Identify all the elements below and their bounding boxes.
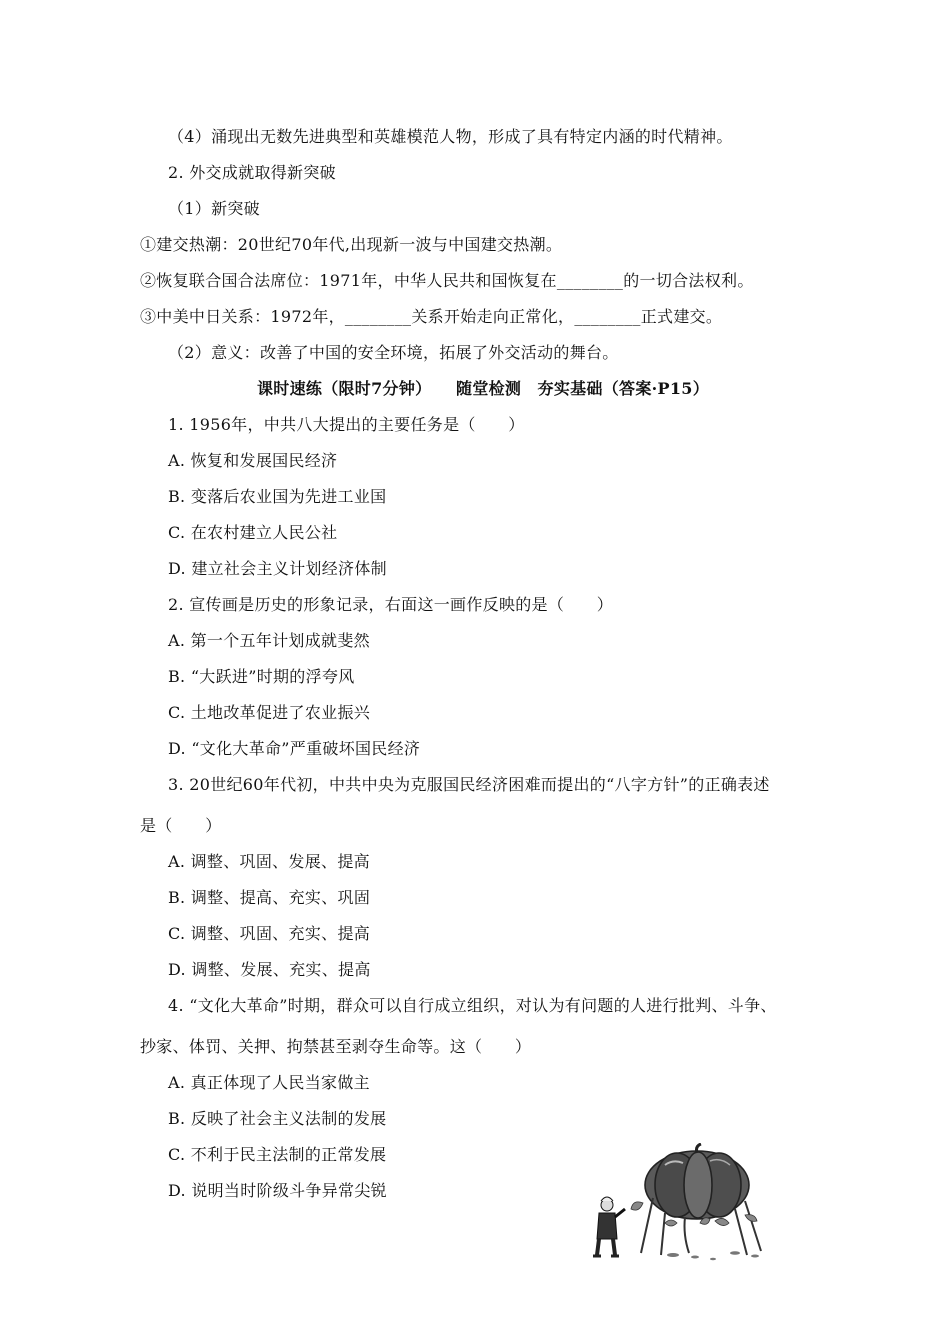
q2-option-c: C. 土地改革促进了农业振兴 <box>168 703 371 722</box>
q2-option-b: B. “大跃进”时期的浮夸风 <box>168 667 355 686</box>
q1-option-d: D. 建立社会主义计划经济体制 <box>168 559 387 578</box>
q3-option-b: B. 调整、提高、充实、巩固 <box>168 888 371 907</box>
section-point-4: （4）涌现出无数先进典型和英雄模范人物，形成了具有特定内涵的时代精神。 <box>168 127 733 146</box>
propaganda-painting-illustration <box>585 1143 770 1263</box>
q4-option-b: B. 反映了社会主义法制的发展 <box>168 1109 387 1128</box>
item-diplomatic-wave: ①建交热潮：20世纪70年代,出现新一波与中国建交热潮。 <box>140 235 563 254</box>
q1-option-b: B. 变落后农业国为先进工业国 <box>168 487 387 506</box>
question-3-continued: 是（ ） <box>140 816 222 835</box>
practice-section-title: 课时速练（限时7分钟） 随堂检测 夯实基础（答案·P15） <box>257 379 710 398</box>
q2-option-a: A. 第一个五年计划成就斐然 <box>168 631 370 650</box>
q1-option-a: A. 恢复和发展国民经济 <box>168 451 338 470</box>
significance-line: （2）意义：改善了中国的安全环境，拓展了外交活动的舞台。 <box>168 343 619 362</box>
q1-option-c: C. 在农村建立人民公社 <box>168 523 338 542</box>
q3-option-d: D. 调整、发展、充实、提高 <box>168 960 371 979</box>
question-4-continued: 抄家、体罚、关押、拘禁甚至剥夺生命等。这（ ） <box>140 1037 532 1056</box>
q3-option-a: A. 调整、巩固、发展、提高 <box>168 852 370 871</box>
q2-option-d: D. “文化大革命”严重破坏国民经济 <box>168 739 421 758</box>
q4-option-d: D. 说明当时阶级斗争异常尖锐 <box>168 1181 387 1200</box>
question-1: 1. 1956年，中共八大提出的主要任务是（ ） <box>168 415 525 434</box>
question-2: 2. 宣传画是历史的形象记录，右面这一画作反映的是（ ） <box>168 595 614 614</box>
q3-option-c: C. 调整、巩固、充实、提高 <box>168 924 371 943</box>
item-un-seat: ②恢复联合国合法席位：1971年，中华人民共和国恢复在________的一切合法权利。 <box>140 271 754 290</box>
question-4: 4. “文化大革命”时期，群众可以自行成立组织，对认为有问题的人进行批判、斗争、 <box>168 996 777 1015</box>
q4-option-a: A. 真正体现了人民当家做主 <box>168 1073 370 1092</box>
subheading-new-breakthrough: （1）新突破 <box>168 199 260 218</box>
section-heading-diplomacy: 2. 外交成就取得新突破 <box>168 163 336 182</box>
question-3: 3. 20世纪60年代初，中共中央为克服国民经济困难而提出的“八字方针”的正确表述 <box>168 775 770 794</box>
item-sino-us-japan: ③中美中日关系：1972年，________关系开始走向正常化，________正式建交。 <box>140 307 723 326</box>
q4-option-c: C. 不利于民主法制的正常发展 <box>168 1145 387 1164</box>
